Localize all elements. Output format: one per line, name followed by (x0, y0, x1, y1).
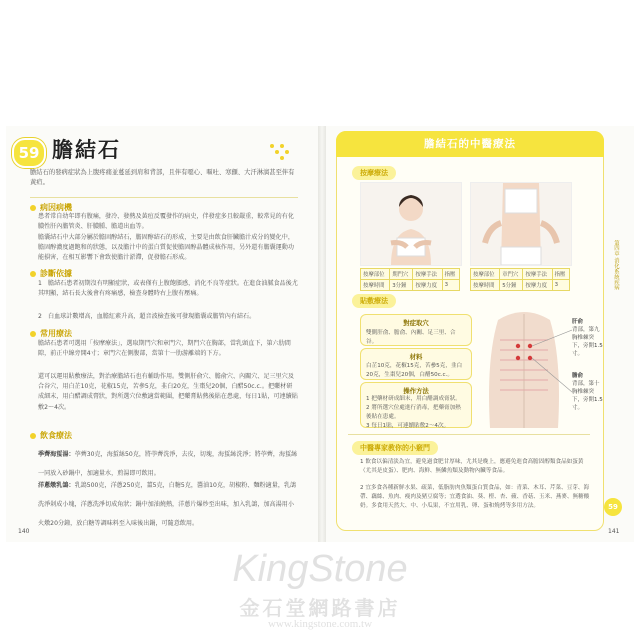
chapter-title: 膽結石 (52, 138, 121, 162)
table-row (471, 269, 570, 280)
section-heading-diet (30, 430, 72, 441)
divider (30, 197, 298, 198)
section-heading-text: 飲食療法 (40, 431, 72, 440)
acupoint-desc: 背部，第九胸椎棘突下，旁開1.5寸。 (572, 327, 603, 357)
table-cell: 按摩手法 (413, 269, 442, 280)
page-number-right: 141 (608, 528, 620, 535)
table-cell: 指壓 (552, 269, 569, 280)
paragraph: 膽結石患者可選用「按摩療法」，選取期門穴和章門穴，期門穴在胸部，當乳頭直下，第六肋間隙，前正中線旁開4寸；章門穴在側腹部，當第十一肋游離端的下方。 (38, 340, 291, 358)
massage-table-2 (470, 268, 570, 291)
watermark-chinese: 金石堂網路書店 (239, 596, 401, 620)
massage-photo-2 (470, 182, 572, 266)
section-heading-therapy (30, 328, 72, 339)
recipe-label: 洋蔥燉乳鴿： (38, 482, 75, 489)
table-cell: 期門穴 (390, 269, 413, 280)
steps-box (360, 382, 472, 428)
tip-item: 2 宜多食各種新鮮水果、疏菜，低脂肪肉魚類蛋白質食品，如：青菜、木耳、芹菜、豆芽、海帶、藕絲、魚肉、瘦肉及豬豆腐等；宜選食油、葵、橙、杏、蘋、香菇、玉米、燕麥、無糖酸奶。多食用天然大、中、小瓜果，不宜用乳、卵、蛋和燒烤等多用方法。 (360, 485, 590, 509)
steps-title: 操作方法 (403, 387, 429, 395)
materials-box (360, 348, 472, 380)
back-acupoint-illustration (476, 300, 572, 428)
table-cell: 章門穴 (500, 269, 523, 280)
bullet-dot-icon (30, 205, 36, 211)
table-cell: 指壓 (442, 269, 459, 280)
list-item: 2 白血球計數增高，血膽紅素升高，超音波檢查後可發現膽囊或膽管內有結石。 (38, 313, 256, 320)
acupoints-box (360, 314, 472, 346)
table-cell: 3分鐘 (390, 280, 413, 291)
list-item: 1 膽結石患者初期沒有明顯症狀，或表僅有上腹飽脹感，消化不良等症狀。在進食油膩食品後尤其明顯，結石長大後會有疼痛感，檢查身體時右上腹有壓痛。 (38, 280, 298, 298)
massage-table-1 (360, 268, 460, 291)
tips-tag: 中醫專家教你的小竅門 (352, 441, 438, 455)
table-row (361, 280, 460, 291)
recipe-text: 乳鴿500克，洋蔥250克，薑5克，白糖5克，醬油10克，胡椒粉、麵粉適量，乳鴿洗淨剁成小塊，洋蔥洗淨切成角狀；鍋中加油燒熱，洋蔥片爆炒至出味，加入乳鴿，加高湯用小火燉20分鐘，放白糖等調味料至入味後出鍋，可隨意飲用。 (38, 482, 297, 528)
table-cell: 3 (442, 280, 459, 291)
materials-title: 材料 (409, 353, 423, 361)
materials-text: 白芷10克，花椒15克，苦參5克，韭白20克，生棗兒20個，白醋50c.c.。 (366, 363, 463, 378)
section-heading-text: 常用療法 (40, 329, 72, 338)
page-number-left: 140 (18, 528, 30, 535)
watermark-url: www.kingstone.com.tw (267, 618, 373, 630)
acupoint-desc: 背部，第十胸椎棘突下，旁開1.5寸。 (572, 381, 603, 411)
acupoint-label-gallbladder (572, 318, 604, 358)
table-row (471, 280, 570, 291)
table-cell: 3 (552, 280, 569, 291)
table-cell: 按摩部位 (471, 269, 500, 280)
acupoint-label-liver (572, 372, 604, 412)
watermark-brand: KingStone (232, 548, 408, 590)
chapter-intro: 膽結石的發病症狀為上腹疼痛並蔓延到肩和背部，且伴有噁心、嘔吐、寒顫、大汗淋漓甚至伴有黃疸。 (30, 169, 295, 186)
table-cell: 5分鐘 (500, 280, 523, 291)
step-item: 2 將所選穴位處進行消毒，把藥膏加熱後貼在患處。 (366, 405, 461, 420)
acupoint-title: 肝俞 (572, 319, 584, 325)
bullet-dot-icon (30, 433, 36, 439)
massage-tag: 按摩療法 (352, 166, 396, 180)
table-cell: 按摩部位 (361, 269, 390, 280)
section-heading-diagnosis (30, 268, 72, 279)
section-heading-text: 診斷依據 (40, 269, 72, 278)
chapter-side-tab: 第四章 消化系統疾病 (613, 240, 619, 291)
table-cell: 按摩力度 (523, 280, 552, 291)
acupoint-title: 膽俞 (572, 373, 584, 379)
patch-tag: 貼敷療法 (352, 294, 396, 308)
acupoints-title: 對症取穴 (403, 319, 429, 327)
step-item: 1 把藥材研成細末，用白醋調成膏狀。 (366, 396, 461, 402)
table-row (361, 269, 460, 280)
paragraph: 膽囊結石中大部分屬於膽固醇結石，膽固醇結石的形成，主要是由飲食肝臟膽汁成分的變化中，膽固醇濃度過飽和的狀態，以及膽汁中的蛋白質促使膽固醇晶體成核作用，另外還有膽囊運動功能損害，在相互影響下會致使膽汁淤滯，促發膽石形成。 (38, 234, 294, 262)
bullet-dot-icon (30, 271, 36, 277)
recipe-item (38, 472, 298, 530)
table-cell: 按摩時間 (361, 280, 390, 291)
tip-item: 1 飲食以偏清淡為宜，避免過食肥甘厚味，尤其是晚上，應避免進食高膽固醇類食品如蛋黃（尤其是皮蛋）、肥肉、海鮮、無鱗魚類及動物內臟等食品。 (360, 459, 584, 474)
therapy-banner: 膽結石的中醫療法 (336, 131, 604, 157)
recipe-text: 荸薺30克，海蜇絲50克，將荸薺洗淨，去皮，切塊，海蜇絲洗淨；將荸薺，海蜇絲一同放入砂鍋中，加適量水，煎湯即可飲用。 (38, 451, 298, 478)
massage-photo-1 (360, 182, 462, 266)
table-cell: 按摩力度 (413, 280, 442, 291)
table-cell: 按摩時間 (471, 280, 500, 291)
section-heading-text: 病因病機 (40, 203, 72, 212)
acupoints-text: 雙側肝俞、膽俞、內關、足三里、合谷。 (366, 330, 456, 345)
side-number-badge: 59 (604, 498, 622, 516)
bullet-dot-icon (30, 331, 36, 337)
table-cell: 按摩手法 (523, 269, 552, 280)
paragraph: 還可以運用貼敷療法，對治療膽結石也有輔助作用。雙側肝俞穴、膽俞穴、內關穴、足三里穴及合谷穴，用白芷10克，花椒15克，苦參5克，韭白20克，生棗兒20個，白醋50c.c.。把藥材研成細末，用白醋調成膏狀，對所選穴位敷適當範圍，把藥膏貼熱後貼在患處，每日1貼，可連續貼敷2～4次。 (38, 373, 298, 411)
paragraph: 患者常自幼年即有腹痛，發冷、發熱及黃疸反覆發作的病史，伴發症多且較嚴重，較常見的有化膿性肝內膽管炎、肝膿腫、膽道出血等。 (38, 213, 294, 231)
book-gutter (318, 126, 326, 542)
recipe-label: 季薺海蜇湯： (38, 451, 75, 458)
divider (348, 434, 590, 435)
step-item: 3 每日1貼，可連續貼敷2～4次。 (366, 423, 450, 429)
decorative-dots (232, 140, 292, 170)
chapter-number-badge: 59 (12, 138, 46, 168)
